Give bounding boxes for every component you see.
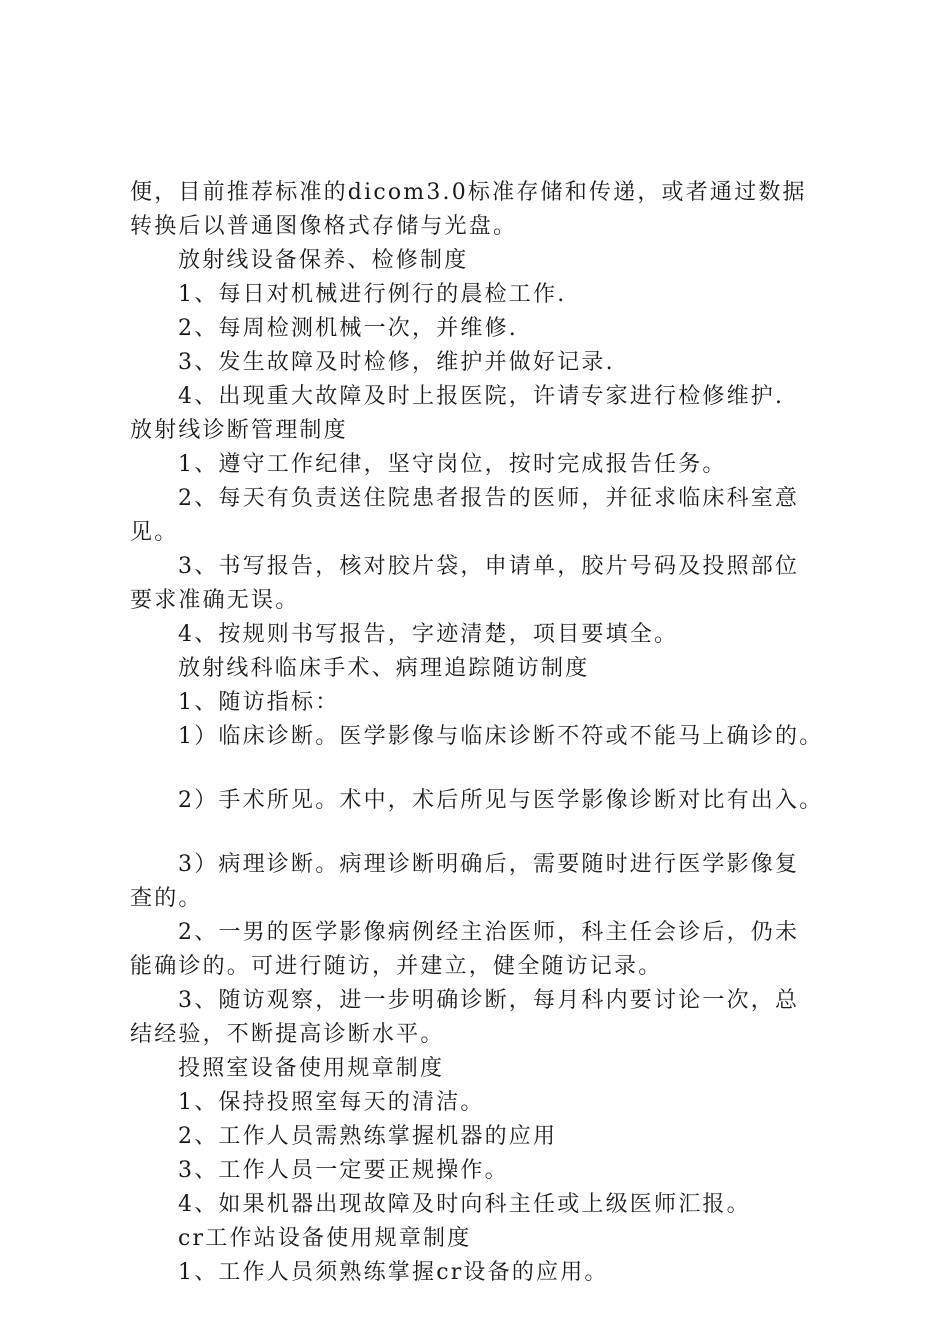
list-item: 3、随访观察，进一步明确诊断，每月科内要讨论一次，总: [178, 988, 800, 1013]
list-item: 3、工作人员一定要正规操作。: [178, 1158, 509, 1183]
spacer: [130, 818, 850, 848]
section-heading: 放射线诊断管理制度: [130, 418, 348, 443]
list-item-continuation: 见。: [130, 520, 179, 545]
list-item-continuation: 结经验，不断提高诊断水平。: [130, 1022, 445, 1047]
list-item: 2、一男的医学影像病例经主治医师，科主任会诊后，仍未: [178, 920, 800, 945]
paragraph-line: 便，目前推荐标准的dicom3.0标准存储和传递，或者通过数据: [130, 180, 807, 205]
list-item: 4、出现重大故障及时上报医院，许请专家进行检修维护.: [178, 384, 785, 409]
paragraph-line: 转换后以普通图像格式存储与光盘。: [130, 214, 518, 239]
list-item-continuation: 能确诊的。可进行随访，并建立，健全随访记录。: [130, 954, 663, 979]
section-heading: 投照室设备使用规章制度: [178, 1056, 445, 1081]
list-item-continuation: 要求准确无误。: [130, 588, 300, 613]
list-item: 1、工作人员须熟练掌握cr设备的应用。: [178, 1260, 609, 1285]
sub-list-item: 1）临床诊断。医学影像与临床诊断不符或不能马上确诊的。: [178, 724, 824, 749]
list-item: 2、每周检测机械一次，并维修.: [178, 316, 518, 341]
sub-list-item: 3）病理诊断。病理诊断明确后，需要随时进行医学影像复: [178, 852, 800, 877]
list-item: 2、每天有负责送住院患者报告的医师，并征求临床科室意: [178, 486, 800, 511]
list-item: 3、发生故障及时检修，维护并做好记录.: [178, 350, 615, 375]
section-heading: 放射线设备保养、检修制度: [178, 248, 469, 273]
list-item: 1、保持投照室每天的清洁。: [178, 1090, 485, 1115]
list-item: 2、工作人员需熟练掌握机器的应用: [178, 1124, 558, 1149]
list-item-continuation: 查的。: [130, 886, 203, 911]
list-item: 4、如果机器出现故障及时向科主任或上级医师汇报。: [178, 1192, 751, 1217]
spacer: [130, 754, 850, 784]
section-heading: cr工作站设备使用规章制度: [178, 1226, 472, 1251]
sub-list-item: 2）手术所见。术中，术后所见与医学影像诊断对比有出入。: [178, 788, 824, 813]
list-item: 1、随访指标：: [178, 690, 340, 715]
document-body: [130, 176, 850, 1290]
list-item: 4、按规则书写报告，字迹清楚，项目要填全。: [178, 622, 679, 647]
list-item: 1、遵守工作纪律，坚守岗位，按时完成报告任务。: [178, 452, 727, 477]
section-heading: 放射线科临床手术、病理追踪随访制度: [178, 656, 590, 681]
list-item: 1、每日对机械进行例行的晨检工作.: [178, 282, 567, 307]
list-item: 3、书写报告，核对胶片袋，申请单，胶片号码及投照部位: [178, 554, 800, 579]
